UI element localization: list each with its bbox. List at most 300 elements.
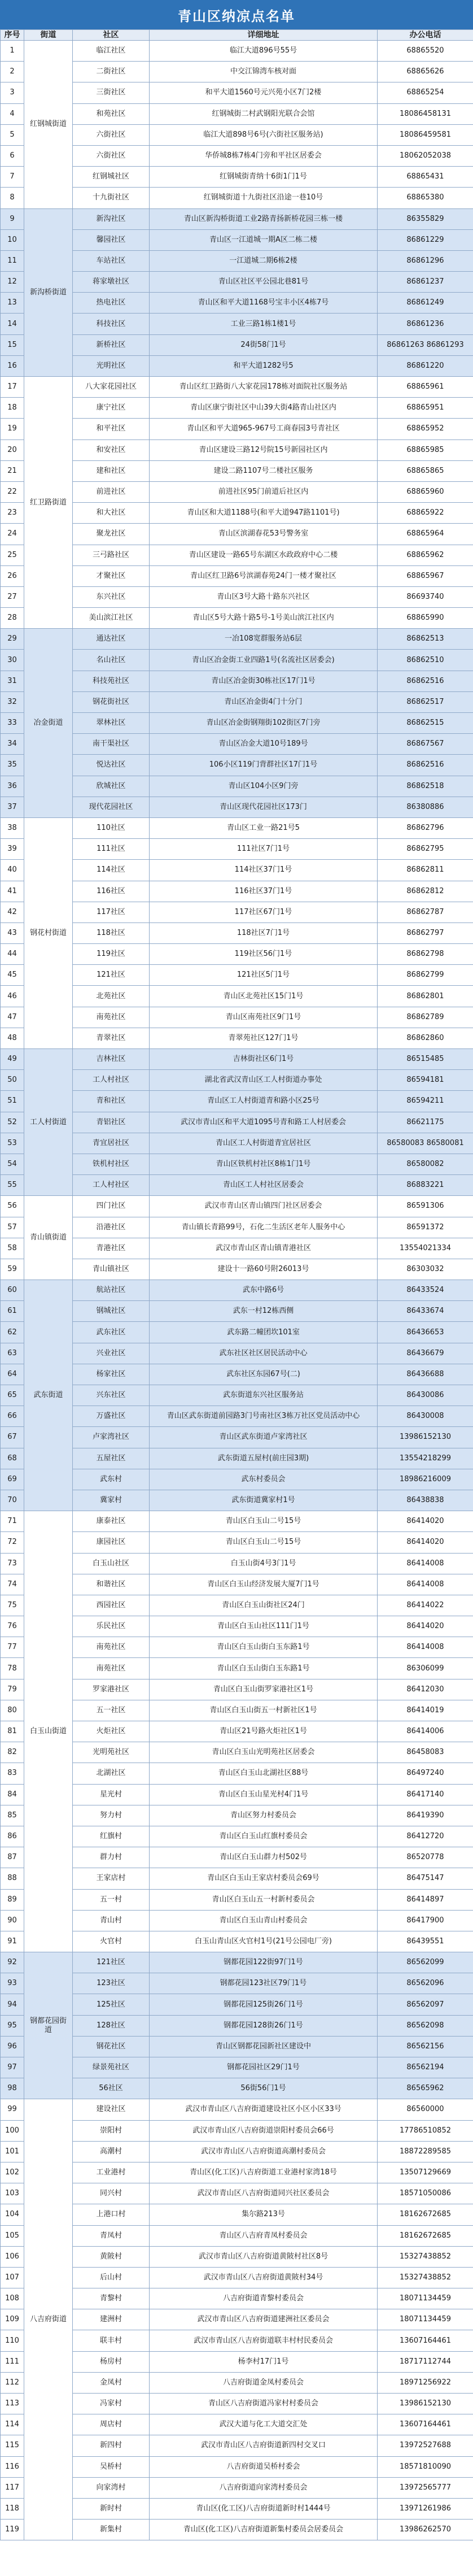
row-no: 72	[1, 1532, 24, 1553]
phone: 86433524	[378, 1280, 473, 1301]
phone: 86883221	[378, 1175, 473, 1196]
phone: 86862787	[378, 902, 473, 923]
row-no: 54	[1, 1154, 24, 1174]
community-name: 117社区	[73, 902, 150, 923]
community-name: 五一社区	[73, 1700, 150, 1721]
community-name: 现代花园社区	[73, 797, 150, 817]
row-no: 7	[1, 167, 24, 188]
phone: 86430086	[378, 1385, 473, 1406]
community-name: 五屋社区	[73, 1448, 150, 1469]
row-no: 45	[1, 965, 24, 986]
row-no: 9	[1, 208, 24, 229]
community-name: 康宁社区	[73, 398, 150, 419]
row-no: 67	[1, 1427, 24, 1448]
address: 武汉市青山区八吉府街道同兴社区委员会	[150, 2183, 378, 2204]
address: 青山区钢都花园新社区建设中	[150, 2036, 378, 2057]
row-no: 97	[1, 2057, 24, 2078]
row-no: 50	[1, 1070, 24, 1091]
phone: 86436679	[378, 1343, 473, 1364]
row-no: 46	[1, 986, 24, 1007]
phone: 86414008	[378, 1553, 473, 1574]
address: 钢都花园125街26门1号	[150, 1994, 378, 2015]
address: 武汉市青山区八吉府街道黄陂村34号	[150, 2267, 378, 2288]
community-name: 沿港社区	[73, 1217, 150, 1238]
address: 武汉市青山区八吉府街道崇阳村委员会66号	[150, 2120, 378, 2141]
address: 武汉市青山区八吉府街道建设社区小区小区33号	[150, 2099, 378, 2120]
row-no: 34	[1, 734, 24, 755]
row-no: 36	[1, 776, 24, 797]
community-name: 美山滨江社区	[73, 608, 150, 629]
row-no: 107	[1, 2267, 24, 2288]
community-name: 111社区	[73, 839, 150, 860]
address: 56街56门1号	[150, 2078, 378, 2099]
row-no: 73	[1, 1553, 24, 1574]
phone: 86862515	[378, 713, 473, 734]
address: 青山区白玉山经济发展大厦7门1号	[150, 1574, 378, 1595]
community-name: 群力村	[73, 1847, 150, 1868]
community-name: 和安社区	[73, 440, 150, 460]
address: 前进社区95门前道后社区内	[150, 481, 378, 502]
phone: 86862797	[378, 923, 473, 943]
row-no: 15	[1, 334, 24, 355]
phone: 86562156	[378, 2036, 473, 2057]
address: 青山区和平大道1168号宝丰小区4栋7号	[150, 293, 378, 314]
address: 青山区冶金街30栋社区17门1号	[150, 671, 378, 691]
phone: 86861220	[378, 355, 473, 376]
row-no: 3	[1, 82, 24, 103]
row-no: 26	[1, 565, 24, 586]
phone: 86414022	[378, 1595, 473, 1616]
phone: 68865964	[378, 524, 473, 545]
phone: 86417900	[378, 1910, 473, 1931]
street-name: 白玉山街道	[24, 1511, 73, 1952]
community-name: 罗家港社区	[73, 1679, 150, 1700]
row-no: 17	[1, 377, 24, 398]
row-no: 4	[1, 103, 24, 124]
phone: 86520778	[378, 1847, 473, 1868]
phone: 18717112744	[378, 2351, 473, 2372]
row-no: 79	[1, 1679, 24, 1700]
address: 106小区119门背群社区17门1号	[150, 755, 378, 776]
row-no: 51	[1, 1091, 24, 1112]
community-name: 北苑社区	[73, 986, 150, 1007]
community-name: 钢城社区	[73, 1301, 150, 1322]
phone: 86862798	[378, 944, 473, 965]
community-name: 临江社区	[73, 41, 150, 62]
address: 杨李村17门1号	[150, 2351, 378, 2372]
phone: 86861236	[378, 314, 473, 334]
community-name: 冀家村	[73, 1490, 150, 1511]
address: 中交江锦湾车核对面	[150, 62, 378, 82]
phone: 13972527688	[378, 2435, 473, 2456]
community-name: 热电社区	[73, 293, 150, 314]
community-name: 翠林社区	[73, 713, 150, 734]
street-name: 青山镇街道	[24, 1196, 73, 1280]
community-name: 星光村	[73, 1784, 150, 1805]
address: 青山区工人村社区居委会	[150, 1175, 378, 1196]
phone: 86562099	[378, 1952, 473, 1973]
phone: 15327438852	[378, 2267, 473, 2288]
community-name: 三弓路社区	[73, 545, 150, 565]
row-no: 104	[1, 2204, 24, 2225]
street-name: 红卫路街道	[24, 377, 73, 629]
row-no: 22	[1, 481, 24, 502]
address: 武汉市青山区八吉府街道高潮村委员会	[150, 2141, 378, 2162]
row-no: 27	[1, 586, 24, 607]
row-no: 48	[1, 1028, 24, 1048]
phone: 86380886	[378, 797, 473, 817]
community-name: 兴东社区	[73, 1385, 150, 1406]
phone: 86591372	[378, 1217, 473, 1238]
phone: 18086458131	[378, 103, 473, 124]
community-name: 向家湾村	[73, 2477, 150, 2498]
community-name: 后山村	[73, 2267, 150, 2288]
row-no: 2	[1, 62, 24, 82]
row-no: 38	[1, 817, 24, 838]
header-no: 序号	[1, 30, 24, 41]
row-no: 75	[1, 1595, 24, 1616]
address: 青山区努力村委员会	[150, 1805, 378, 1826]
address: 武汉市青山区青山镇四门社区居委会	[150, 1196, 378, 1217]
table-row	[1, 629, 473, 650]
community-name: 红旗村	[73, 1826, 150, 1847]
address: 八吉府街道向家湾村委员会	[150, 2477, 378, 2498]
address: 116社区37门1号	[150, 881, 378, 902]
community-name: 工人村社区	[73, 1175, 150, 1196]
street-name: 钢都花园街道	[24, 1952, 73, 2099]
address: 青山区铁机村社区8栋1门1号	[150, 1154, 378, 1174]
phone: 86414020	[378, 1532, 473, 1553]
phone: 18162672685	[378, 2225, 473, 2246]
table-row	[1, 1511, 473, 1532]
header-community: 社区	[73, 30, 150, 41]
page-title: 青山区纳凉点名单	[0, 0, 473, 29]
row-no: 24	[1, 524, 24, 545]
address: 青山区白玉山红旗村委员会	[150, 1826, 378, 1847]
address: 和平大道1282号5	[150, 355, 378, 376]
phone: 68865967	[378, 565, 473, 586]
row-no: 71	[1, 1511, 24, 1532]
community-name: 前进社区	[73, 481, 150, 502]
address: 青山区(化工区)八吉府街道新时村1444号	[150, 2498, 378, 2519]
phone: 86862801	[378, 986, 473, 1007]
phone: 86867567	[378, 734, 473, 755]
community-name: 新时村	[73, 2498, 150, 2519]
community-name: 南苑社区	[73, 1658, 150, 1679]
phone: 18986216009	[378, 1469, 473, 1490]
address: 武汉市青山区八吉府街道黄陂村社区8号	[150, 2246, 378, 2267]
community-name: 兴业社区	[73, 1343, 150, 1364]
address: 武汉市青山区青山镇青港社区	[150, 1238, 378, 1259]
address: 红钢城街青纳十6街1门1号	[150, 167, 378, 188]
row-no: 108	[1, 2288, 24, 2309]
community-name: 聚龙社区	[73, 524, 150, 545]
phone: 13986262570	[378, 2520, 473, 2540]
row-no: 93	[1, 1973, 24, 1994]
address: 青山区白玉山街社区24门	[150, 1595, 378, 1616]
address: 八吉府街道青黎村委员会	[150, 2288, 378, 2309]
row-no: 53	[1, 1133, 24, 1154]
row-no: 80	[1, 1700, 24, 1721]
community-name: 航站社区	[73, 1280, 150, 1301]
address: 青山区白玉山社区111门1号	[150, 1616, 378, 1637]
community-name: 新沟社区	[73, 208, 150, 229]
phone: 68865520	[378, 41, 473, 62]
phone: 13971261986	[378, 2498, 473, 2519]
row-no: 28	[1, 608, 24, 629]
community-name: 南苑社区	[73, 1637, 150, 1658]
community-name: 联丰村	[73, 2330, 150, 2351]
row-no: 70	[1, 1490, 24, 1511]
row-no: 82	[1, 1742, 24, 1763]
address: 青山区白玉山光明苑社区居委会	[150, 1742, 378, 1763]
phone: 68865990	[378, 608, 473, 629]
address: 青山区武东街道卢家湾社区	[150, 1427, 378, 1448]
row-no: 52	[1, 1112, 24, 1133]
community-name: 新桥社区	[73, 334, 150, 355]
row-no: 10	[1, 229, 24, 250]
address: 武汉市青山区八吉府街道建洲社区委员会	[150, 2309, 378, 2330]
table-row	[1, 208, 473, 229]
address: 青山区(化工区)八吉府街道工业港村家湾18号	[150, 2162, 378, 2183]
phone: 86862796	[378, 817, 473, 838]
address: 钢都花园128街26门1号	[150, 2015, 378, 2036]
address: 114社区37门1号	[150, 860, 378, 881]
address: 119社区56门1号	[150, 944, 378, 965]
address: 八吉府街道金凤村委员会	[150, 2372, 378, 2393]
row-no: 8	[1, 188, 24, 208]
community-name: 欣城社区	[73, 776, 150, 797]
address: 118社区7门1号	[150, 923, 378, 943]
community-name: 110社区	[73, 817, 150, 838]
row-no: 103	[1, 2183, 24, 2204]
address: 钢都花园122街97门1号	[150, 1952, 378, 1973]
address: 青山区建设三路12号院15号新园社区内	[150, 440, 378, 460]
address: 武东街道冀家村1号	[150, 1490, 378, 1511]
community-name: 六街社区	[73, 124, 150, 145]
community-name: 光明苑社区	[73, 1742, 150, 1763]
street-name: 红钢城街道	[24, 41, 73, 209]
phone: 13986152130	[378, 2394, 473, 2414]
row-no: 99	[1, 2099, 24, 2120]
address: 工业三路1栋1楼1号	[150, 314, 378, 334]
address: 青山区武东街道前园路3门号南社区3栋万社区党员活动中心	[150, 1406, 378, 1427]
address: 青山区新沟桥街道工业2路青扬新桥花园三栋一楼	[150, 208, 378, 229]
phone: 13507129669	[378, 2162, 473, 2183]
row-no: 60	[1, 1280, 24, 1301]
row-no: 55	[1, 1175, 24, 1196]
row-no: 33	[1, 713, 24, 734]
phone: 86562194	[378, 2057, 473, 2078]
phone: 86436653	[378, 1322, 473, 1343]
community-name: 工业港村	[73, 2162, 150, 2183]
address: 武东村委员会	[150, 1469, 378, 1490]
phone: 86862811	[378, 860, 473, 881]
community-name: 青黎村	[73, 2288, 150, 2309]
phone: 86414897	[378, 1889, 473, 1910]
row-no: 47	[1, 1007, 24, 1028]
phone: 86303032	[378, 1259, 473, 1280]
community-name: 青港社区	[73, 1238, 150, 1259]
row-no: 69	[1, 1469, 24, 1490]
phone: 13607164461	[378, 2414, 473, 2435]
address: 武东社区社区居民活动中心	[150, 1343, 378, 1364]
row-no: 5	[1, 124, 24, 145]
address: 青山区和大道1188号(和平大道947路1101号)	[150, 503, 378, 524]
address: 121社区5门1号	[150, 965, 378, 986]
phone: 68865922	[378, 503, 473, 524]
address: 青山区八吉府街道冯家村村委员会	[150, 2394, 378, 2414]
community-name: 建洲村	[73, 2309, 150, 2330]
row-no: 102	[1, 2162, 24, 2183]
community-name: 馨园社区	[73, 229, 150, 250]
address: 青山区白玉山街五一村新社区1号	[150, 1700, 378, 1721]
phone: 13554021334	[378, 1238, 473, 1259]
address: 青山区工人村街道青宜居社区	[150, 1133, 378, 1154]
address: 青山区白玉山星光村4门1号	[150, 1784, 378, 1805]
address: 和平大道1560号元兴苑小区7门2楼	[150, 82, 378, 103]
phone: 68865380	[378, 188, 473, 208]
community-name: 吉林社区	[73, 1049, 150, 1070]
phone: 18872289585	[378, 2141, 473, 2162]
address: 青山区5号大路十路5号-1号美山滨江社区内	[150, 608, 378, 629]
phone: 86562096	[378, 1973, 473, 1994]
community-name: 黄陂村	[73, 2246, 150, 2267]
row-no: 56	[1, 1196, 24, 1217]
community-name: 科技社区	[73, 314, 150, 334]
address: 青山区工人村街道青和路小区25号	[150, 1091, 378, 1112]
community-name: 绿景苑社区	[73, 2057, 150, 2078]
community-name: 南苑社区	[73, 1007, 150, 1028]
row-no: 116	[1, 2456, 24, 2477]
address: 青山区现代花园社区173门	[150, 797, 378, 817]
phone: 86436688	[378, 1364, 473, 1385]
phone: 13554218299	[378, 1448, 473, 1469]
community-name: 116社区	[73, 881, 150, 902]
row-no: 87	[1, 1847, 24, 1868]
row-no: 112	[1, 2372, 24, 2393]
phone: 68865254	[378, 82, 473, 103]
address: 青山区3号大路十路东兴社区	[150, 586, 378, 607]
community-name: 新四村	[73, 2435, 150, 2456]
address: 青山区南苑社区9门1号	[150, 1007, 378, 1028]
community-name: 王家店村	[73, 1868, 150, 1889]
phone: 13607164461	[378, 2330, 473, 2351]
row-no: 30	[1, 650, 24, 671]
row-no: 40	[1, 860, 24, 881]
row-no: 91	[1, 1931, 24, 1952]
community-name: 125社区	[73, 1994, 150, 2015]
community-name: 光明社区	[73, 355, 150, 376]
phone: 86475147	[378, 1868, 473, 1889]
community-name: 名山社区	[73, 650, 150, 671]
address: 武东街道东兴社区服务站	[150, 1385, 378, 1406]
row-no: 115	[1, 2435, 24, 2456]
community-name: 万盛社区	[73, 1406, 150, 1427]
address: 一冶108宽群服务站6层	[150, 629, 378, 650]
header-street: 街道	[24, 30, 73, 41]
phone: 86414006	[378, 1721, 473, 1742]
phone: 68865865	[378, 460, 473, 481]
row-no: 13	[1, 293, 24, 314]
table-header-row	[1, 30, 473, 41]
row-no: 113	[1, 2394, 24, 2414]
row-no: 29	[1, 629, 24, 650]
table-row	[1, 1196, 473, 1217]
community-name: 通达社区	[73, 629, 150, 650]
phone: 86355829	[378, 208, 473, 229]
address: 钢都花园社区29门1号	[150, 2057, 378, 2078]
row-no: 44	[1, 944, 24, 965]
community-name: 工人村社区	[73, 1070, 150, 1091]
phone: 86430008	[378, 1406, 473, 1427]
community-name: 五一村	[73, 1889, 150, 1910]
phone: 13972565777	[378, 2477, 473, 2498]
row-no: 19	[1, 419, 24, 440]
row-no: 25	[1, 545, 24, 565]
row-no: 100	[1, 2120, 24, 2141]
community-name: 青宜居社区	[73, 1133, 150, 1154]
community-name: 努力村	[73, 1805, 150, 1826]
address: 华侨城8栋7栋4门旁和平社区居委会	[150, 145, 378, 166]
community-name: 白玉山社区	[73, 1553, 150, 1574]
row-no: 57	[1, 1217, 24, 1238]
phone: 86414020	[378, 1616, 473, 1637]
row-no: 84	[1, 1784, 24, 1805]
table-row	[1, 1049, 473, 1070]
community-name: 青山村	[73, 1910, 150, 1931]
address: 青山区社区平公园北巷81号	[150, 272, 378, 293]
address: 青山区滨湖春花53号警务室	[150, 524, 378, 545]
address: 吉林街社区6门1号	[150, 1049, 378, 1070]
phone: 68865951	[378, 398, 473, 419]
community-name: 钢花社区	[73, 2036, 150, 2057]
row-no: 42	[1, 902, 24, 923]
phone: 86565962	[378, 2078, 473, 2099]
address: 青山区白玉山王家店村委员会69号	[150, 1868, 378, 1889]
row-no: 16	[1, 355, 24, 376]
address: 集尔路213号	[150, 2204, 378, 2225]
community-name: 康泰社区	[73, 1511, 150, 1532]
address: 红钢城街道十九街社区沿途一巷10号	[150, 188, 378, 208]
community-name: 和苑社区	[73, 103, 150, 124]
phone: 17786510852	[378, 2120, 473, 2141]
phone: 18971256922	[378, 2372, 473, 2393]
address: 建设二路1107号二楼社区服务	[150, 460, 378, 481]
phone: 86497240	[378, 1763, 473, 1784]
address: 武汉市青山区八吉府街道新四村交叉口	[150, 2435, 378, 2456]
row-no: 12	[1, 272, 24, 293]
community-name: 蒋家墩社区	[73, 272, 150, 293]
street-name: 新沟桥街道	[24, 208, 73, 377]
row-no: 6	[1, 145, 24, 166]
phone: 68865962	[378, 545, 473, 565]
address: 建设十一路60号附26013号	[150, 1259, 378, 1280]
address: 白玉山青山区火官村1号(21号公园电厂旁)	[150, 1931, 378, 1952]
community-name: 六街社区	[73, 145, 150, 166]
address: 青山区白玉山街白玉东路1号	[150, 1658, 378, 1679]
address: 青山区八吉府青凤村委员会	[150, 2225, 378, 2246]
row-no: 105	[1, 2225, 24, 2246]
phone: 86458083	[378, 1742, 473, 1763]
address: 青山镇长青路99号，石化二生活区老年人服务中心	[150, 1217, 378, 1238]
address: 青山区和平大道965-967号工商春园3号青社区	[150, 419, 378, 440]
row-no: 95	[1, 2015, 24, 2036]
row-no: 111	[1, 2351, 24, 2372]
address: 武东一村12栋西侧	[150, 1301, 378, 1322]
address: 青山区红卫路街八大家花园178栋对面院社区服务站	[150, 377, 378, 398]
row-no: 76	[1, 1616, 24, 1637]
